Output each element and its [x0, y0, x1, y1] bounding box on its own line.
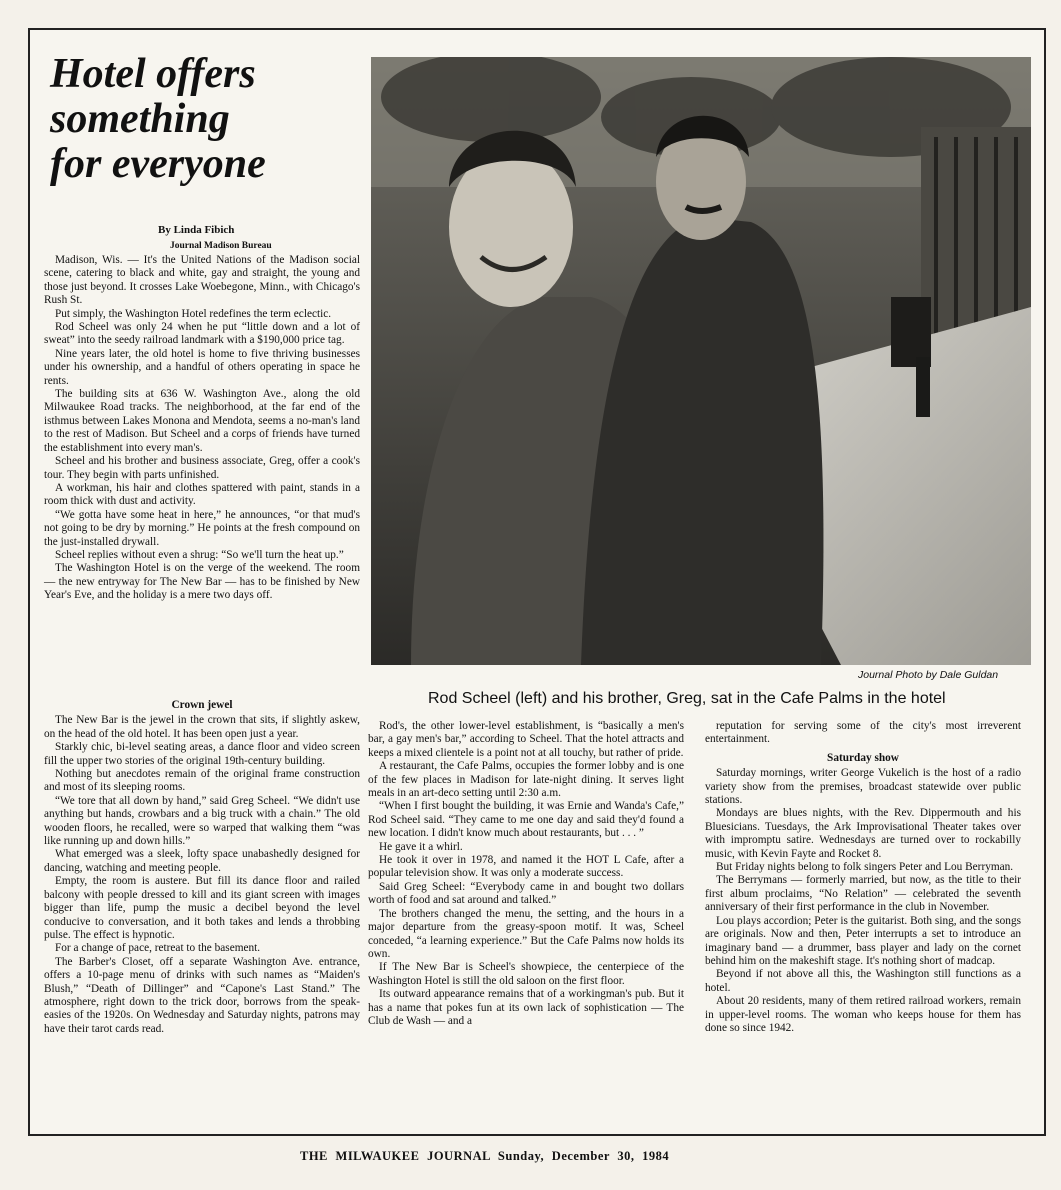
paragraph: reputation for serving some of the city's most irreverent entertainment. — [705, 720, 1021, 746]
paragraph: Empty, the room is austere. But fill its dance floor and railed balcony with people dressed to kill and its giant screen with images bigger than life, pump the music a decibel beyond the level conducive to conversation, and it both takes and lends a throbbing pulse. The effect is hypnotic. — [44, 875, 360, 941]
paragraph: Scheel replies without even a shrug: “So we'll turn the heat up.” — [55, 548, 344, 561]
paragraph: Saturday mornings, writer George Vukelich is the host of a radio variety show from the premises, broadcast statewide over public stations. — [705, 767, 1021, 807]
paragraph: But Friday nights belong to folk singers Peter and Lou Berryman. — [716, 861, 1014, 874]
paragraph: If The New Bar is Scheel's showpiece, the centerpiece of the Washington Hotel is still the old saloon on the first floor. — [368, 961, 684, 987]
paragraph: Starkly chic, bi-level seating areas, a dance floor and video screen fill the upper two stories of the original 19th-century building. — [44, 741, 360, 767]
photo-caption: Rod Scheel (left) and his brother, Greg, sat in the Cafe Palms in the hotel — [428, 690, 946, 707]
paragraph: “We gotta have some heat in here,” he announces, “or that mud's not going to be dry by morning.” He points at the fresh compound on the just-installed drywall. — [44, 508, 360, 548]
paragraph: The New Bar is the jewel in the crown that sits, if slightly askew, on the head of the old hotel. It has been open just a year. — [44, 714, 360, 740]
newspaper-footer: THE MILWAUKEE JOURNAL Sunday, December 30, 1984 — [300, 1149, 670, 1163]
paragraph: Scheel and his brother and business associate, Greg, offer a cook's tour. They begin with parts unfinished. — [44, 455, 360, 481]
paragraph: Rod Scheel was only 24 when he put “little down and a lot of sweat” into the seedy railroad landmark with a $190,000 price tag. — [44, 321, 360, 347]
article-column-3 — [705, 720, 1021, 1035]
paragraph: The Washington Hotel is on the verge of the weekend. The room — the new entryway for The New Bar — has to be finished by New Year's Eve, and the holiday is a mere two days off. — [44, 562, 360, 602]
paragraph: What emerged was a sleek, lofty space unabashedly designed for dancing, watching and meeting people. — [44, 848, 360, 874]
headline — [50, 52, 370, 187]
paragraph: Said Greg Scheel: “Everybody came in and bought two dollars worth of food and sat around and talked.” — [368, 880, 684, 907]
subheading: Saturday show — [827, 751, 899, 764]
headline-line: Hotel offers — [50, 51, 256, 97]
headline-line: something — [50, 96, 230, 142]
article-column-1-bottom — [44, 694, 360, 1036]
paragraph: Mondays are blues nights, with the Rev. Dippermouth and his Bluesicians. Tuesdays, the Ark Improvisational Theater takes over with impromptu satire. Wednesdays are turned over to rockabilly music, with Kevin Fayte and Rocket 8. — [705, 807, 1021, 860]
article-column-2 — [368, 720, 684, 1028]
paragraph: For a change of pace, retreat to the basement. — [55, 942, 261, 955]
paragraph: A restaurant, the Cafe Palms, occupies the former lobby and is one of the few places in Madison for late-night dining. It serves light meals in an art-deco setting until 2:30 a.m. — [368, 760, 684, 800]
photo-credit: Journal Photo by Dale Guldan — [858, 669, 999, 681]
paragraph: The Berrymans — formerly married, but now, as the title to their first album proclaims, “No Relation” — celebrated the seventh anniversary of their first performance in the club in November. — [705, 874, 1021, 914]
subheading: Crown jewel — [171, 699, 233, 711]
paragraph: The building sits at 636 W. Washington Ave., along the old Milwaukee Road tracks. The neighborhood, at the far end of the isthmus between Lakes Monona and Mendota, seems a no-man's land to the rest of Madison. But Scheel and a corps of friends have turned the establishment into every man's. — [44, 388, 360, 454]
paragraph: Beyond if not above all this, the Washington still functions as a hotel. — [705, 968, 1021, 994]
paragraph: Nothing but anecdotes remain of the original frame construction and most of its sleeping rooms. — [44, 768, 360, 794]
paragraph: A workman, his hair and clothes spattered with paint, stands in a room thick with dust and activity. — [44, 481, 360, 508]
paragraph: Madison, Wis. — It's the United Nations of the Madison social scene, catering to black and white, gay and straight, the young and those just beyond. It crosses Lake Woebegone, Minn., with Chicago's Rush St. — [44, 254, 360, 307]
photo-image — [371, 57, 1031, 665]
paragraph: “When I first bought the building, it was Ernie and Wanda's Cafe,” Rod Scheel said. “They came to me one day and said they'd found a new location. I didn't know much about restaurants, but . . . ” — [368, 800, 684, 840]
photo — [371, 57, 1031, 665]
paragraph: Its outward appearance remains that of a workingman's pub. But it has a name that pokes fun at its own lack of sophistication — The Club de Wash — and a — [368, 988, 684, 1027]
byline: By Linda Fibich — [158, 224, 235, 236]
headline-line: for everyone — [50, 141, 266, 187]
paragraph: “We tore that all down by hand,” said Greg Scheel. “We didn't use anything but hands, crowbars and a big truck with a chain.” The old wooden floors, he recalled, were so warped that walking them “was like running up and down hills.” — [44, 794, 360, 848]
paragraph: The Barber's Closet, off a separate Washington Ave. entrance, offers a 10-page menu of drinks with such names as “Maiden's Blush,” “Death of Dillinger” and “Capone's Last Stand.” The atmosphere, right down to the trick door, borrows from the speak-easies of the 1920s. On Wednesday and Saturday nights, patrons may have their tarot cards read. — [44, 955, 360, 1035]
paragraph: Rod's, the other lower-level establishment, is “basically a men's bar, a gay men's bar,” according to Scheel. That the hotel attracts and keeps a mixed clientele is a point not at all touchy, but rather of pride. — [368, 720, 684, 759]
bureau-line: Journal Madison Bureau — [170, 241, 272, 251]
paragraph: Put simply, the Washington Hotel redefines the term eclectic. — [55, 307, 332, 320]
article-column-1-top — [44, 254, 360, 603]
paragraph: He took it over in 1978, and named it the HOT L Cafe, after a popular television show. It was only a moderate success. — [368, 854, 684, 880]
paragraph: The brothers changed the menu, the setting, and the hours in a major departure from the greasy-spoon motif. It was, Scheel conceded, “a learning experience.” But the Cafe Palms now holds its own. — [368, 907, 684, 960]
paragraph: Lou plays accordion; Peter is the guitarist. Both sing, and the songs are originals. Now and then, Peter interrupts a set to introduce an imaginary band — a drummer, bass player and lady on the cornet behind him on the makeshift stage. It's nothing short of madcap. — [705, 914, 1021, 967]
paragraph: About 20 residents, many of them retired railroad workers, remain in upper-level rooms. The woman who keeps house for them has done so since 1942. — [705, 995, 1021, 1034]
paragraph: Nine years later, the old hotel is home to five thriving businesses under his ownership, and a handful of others operating in space he rents. — [44, 347, 360, 387]
paragraph: He gave it a whirl. — [379, 840, 463, 853]
